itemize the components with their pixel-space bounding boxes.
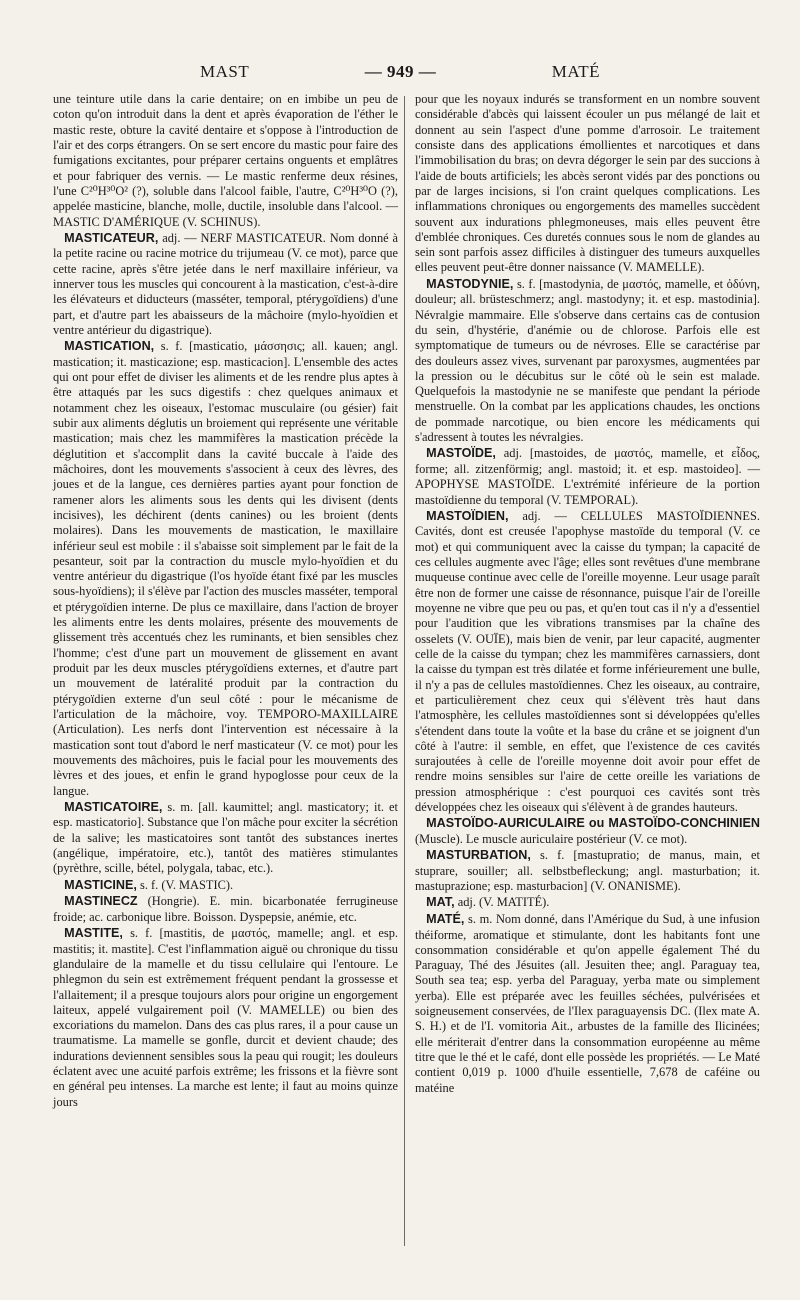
entry-text: s. m. [all. kaumittel; angl. masticatory; it. et esp. masticatorio]. Substance que l'on mâche pour exciter la sécrétion de la salive; les masticatoires sont tantôt des substances inertes (angélique, impératoire, etc.), tantôt des matières stimulantes (pyrèthre, scille, bétel, polygala, tabac, etc.). <box>53 799 398 876</box>
entry-headword: MASTICATOIRE, <box>64 799 163 814</box>
entry-paragraph <box>415 92 760 276</box>
running-head <box>200 62 600 82</box>
entry-text: s. f. [masticatio, μάσσησις; all. kauen; angl. mastication; it. masticazione; esp. masticacion]. L'ensemble des actes qui ont pour effet de diviser les aliments et de les rendre plus aptes à être attaqués par les sucs digestifs : chez quelques animaux et notamment chez les oiseaux, l'estomac musculaire (ou gésier) fait subir aux aliments déglutis un broiement qui représente une véritable mastication; mais chez les mammifères la mastication précède la déglutition et s'accomplit dans la cavité buccale à l'aide des mâchoires, dont les mouvements s'associent à ceux des lèvres, des joues et de la langue, ces dernières parties ayant pour fonction de ramener alors les aliments sous les dents qui les divisent (dents incisives), les déchirent (dents canines) ou les broient (dents molaires). Dans les mouvements de mastication, le maxillaire inférieur seul est mobile : il s'abaisse soit simplement par le fait de la pesanteur, soit par la contraction du muscle mylo-hyoïdien et du ventre antérieur du digastrique (l'os hyoïde étant fixé par les muscles sous-hyoïdiens); il s'élève par l'action des muscles masséter, temporal et ptérygoïdien interne. De plus ce maxillaire, dans l'action de broyer les aliments entre les dents molaires, présente des mouvements de glissement très accentués chez les ruminants, et bien sensibles chez l'homme; c'est d'une part un mouvement de glissement en avant produit par les deux muscles ptérygoïdiens externes, et d'autre part un mouvement de latéralité produit par la contraction du ptérygoïdien externe d'un seul côté : pour le mécanisme de l'articulation de la mâchoire, voy. TEMPORO-MAXILLAIRE (Articulation). Les nerfs dont l'intervention est nécessaire à la mastication sont tout d'abord le nerf masticateur (V. ce mot) pour les mouvements des mâchoires, puis le facial pour les mouvements des lèvres et des joues, et enfin le grand hypoglosse pour ceux de la langue. <box>53 339 398 798</box>
entry-headword: MASTOÏDO-AURICULAIRE ou MASTOÏDO-CONCHINIEN <box>426 816 760 831</box>
left-column <box>53 92 398 1111</box>
entry-text: pour que les noyaux indurés se transforment en un nombre souvent considérable d'abcès qui laissent écouler un pus mélangé de lait et donnent au sein l'aspect d'une pomme d'arrosoir. Le traitement consiste dans des applications émollientes et narcotiques et dans l'immobilisation du bras; on devra dégorger le sein par des succions à l'aide de bouts artificiels; les abcès seront vidés par des ponctions ou par de larges incisions, si l'on craint quelques complications. Les inflammations chroniques ou engorgements des mamelles succèdent souvent aux indurations phlegmoneuses, mais elles peuvent être d'emblée chroniques. Ces duretés connues sous le nom de glandes au sein sont parfois assez difficiles à distinguer des tumeurs auxquelles elles peuvent peut-être donner naissance (V. MAMELLE). <box>415 92 760 275</box>
entry-text: (Hongrie). E. min. bicarbonatée ferrugineuse froide; ac. carbonique libre. Boisson. Dyspepsie, anémie, etc. <box>53 894 398 924</box>
running-head-left: MAST <box>200 62 250 81</box>
page-number: — 949 — <box>364 62 437 81</box>
column-divider <box>404 96 405 1246</box>
entry-paragraph <box>415 816 760 847</box>
entry-headword: MASTICINE, <box>64 877 137 892</box>
entry-headword: MASTODYNIE, <box>426 276 514 291</box>
entry-paragraph <box>53 878 398 894</box>
entry-headword: MATÉ, <box>426 911 465 926</box>
entry-text: adj. [mastoides, de μαστός, mamelle, et εἶδος, forme; all. zitzenförmig; angl. mastoid; it. et esp. mastoideo]. — APOPHYSE MASTOÏDE. L'extrémité inférieure de la portion mastoïdienne du temporal (V. TEMPORAL). <box>415 446 760 507</box>
entry-paragraph <box>415 912 760 1096</box>
entry-text: s. f. (V. MASTIC). <box>136 877 234 892</box>
entry-paragraph <box>415 509 760 815</box>
entry-text: s. f. [mastodynia, de μαστός, mamelle, et ὀδύνη, douleur; all. brüsteschmerz; angl. mastodyny; it. et esp. mastodinia]. Névralgie mammaire. Elle s'observe dans certains cas de contusion du sein, d'hystérie, d'anémie ou de chlorose. Parfois elle est symptomatique de tumeurs ou de névroses. Elle se caractérise par des douleurs assez vives, survenant par paroxysmes, augmentées par la pression ou le décubitus sur le côté où le sein est malade. Quelquefois la mastodynie ne se manifeste que pendant la période menstruelle. On la combat par les applications chaudes, les onctions de pommade narcotique, ou bien encore les médicaments qui s'adressent à toutes les névralgies. <box>415 276 760 445</box>
entry-paragraph <box>53 800 398 877</box>
entry-text: adj. (V. MATITÉ). <box>454 895 550 910</box>
entry-paragraph <box>53 92 398 230</box>
entry-paragraph <box>415 277 760 446</box>
entry-text: s. m. Nom donné, dans l'Amérique du Sud, à une infusion théiforme, aromatique et stimulante, dont les habitants font une consommation considérable et qu'on appelle également Thé du Paraguay, Thé des Jésuites (all. Jesuiten thee; angl. Paraguay tea, South sea tea; esp. yerba del Paraguay, yerba mate ou simplement yerba). Elle est préparée avec les feuilles séchées, pulvérisées et soigneusement conservées, de l'Ilex paraguayensis DC. (Ilex mate A. S. H.) et de l'I. vomitoria Ait., arbustes de la famille des Ilicinées; elle mériterait d'entrer dans la consommation européenne au même titre que le thé et le café, dont elle possède les propriétés. — Le Maté contient 0,019 p. 1000 d'huile essentielle, 7,678 de caféine ou matéine <box>415 911 760 1095</box>
entry-paragraph <box>53 339 398 799</box>
entry-text: une teinture utile dans la carie dentaire; on en imbibe un peu de coton qu'on introduit dans la dent et après évaporation de l'éther le mastic reste, obture la cavité dentaire et s'oppose à l'introduction de l'air et des corps étrangers. On se sert encore du mastic pour faire des fumigations excitantes, pour préparer certains onguents et emplâtres et pour fabriquer des vernis. — Le mastic renferme deux résines, l'une C²⁰H³⁰O² (?), soluble dans l'alcool faible, l'autre, C²⁰H³⁰O (?), appelée masticine, blanche, molle, ductile, insoluble dans l'alcool. — MASTIC D'AMÉRIQUE (V. SCHINUS). <box>53 92 398 229</box>
entry-paragraph <box>415 446 760 507</box>
entry-headword: MASTINECZ <box>64 894 138 909</box>
entry-headword: MASTURBATION, <box>426 848 531 863</box>
entry-text: s. f. [mastupratio; de manus, main, et stuprare, souiller; all. selbstbefleckung; angl. masturbation; it. mastuprazione; esp. masturbacion] (V. ONANISME). <box>415 848 760 894</box>
entry-paragraph <box>53 231 398 338</box>
entry-text: s. f. [mastitis, de μαστός, mamelle; angl. et esp. mastitis; it. mastite]. C'est l'inflammation aiguë ou chronique du tissu glandulaire de la mamelle et du tissu cellulaire qui l'entoure. Le phlegmon du sein est extrêmement fréquent pendant la grossesse et l'allaitement; il a presque toujours alors pour origine un engorgement laiteux, appelé vulgairement poil (V. MAMELLE) ou bien des excoriations du mamelon. Dans des cas plus rares, il a pour cause un traumatisme. La mamelle se gonfle, durcit et devient chaude; des indurations deviennent sensibles sous la peau qui rougit; les douleurs éclatent avec une acuité parfois extrême; les frissons et la fièvre sont en général peu intenses. La marche est lente; il faut au moins quinze jours <box>53 926 398 1109</box>
entry-paragraph <box>415 848 760 894</box>
entry-headword: MAT, <box>426 895 455 910</box>
right-column <box>415 92 760 1097</box>
entry-headword: MASTICATEUR, <box>64 230 159 245</box>
running-head-right: MATÉ <box>551 62 600 81</box>
entry-headword: MASTITE, <box>64 926 123 941</box>
entry-text: (Muscle). Le muscle auriculaire postérieur (V. ce mot). <box>415 831 688 846</box>
entry-headword: MASTOÏDE, <box>426 446 496 461</box>
entry-paragraph <box>53 926 398 1110</box>
entry-text: adj. — CELLULES MASTOÏDIENNES. Cavités, dont est creusée l'apophyse mastoïde du temporal (V. ce mot) et qui communiquent avec la caisse du tympan; la capacité de ces cellules augmente avec l'âge; elles sont revêtues d'une membrane muqueuse continue avec celle de l'oreille moyenne. Leur usage paraît être non de former une caisse de résonnance, puisque l'air de l'oreille moyenne ne vibre que peu ou pas, et qu'en tout cas il n'y a d'essentiel pour l'audition que les vibrations transmises par la chaîne des osselets (V. OUÏE), mais bien de venir, par leur capacité, augmenter celle de la caisse du tympan; chez les mammifères carnassiers, dont la caisse du tympan est très dilatée et forme inférieurement une bulle, il n'y a pas de cellules mastoïdiennes. Chez les oiseaux, au contraire, et particulièrement chez ceux qui s'élèvent très haut dans l'atmosphère, les cellules mastoïdiennes sont si développées qu'elles s'étendent dans toute la voûte et la base du crâne et se joignent d'un côté à l'autre: il semble, en effet, que l'existence de ces cavités surajoutées à celle de l'oreille moyenne doit avoir pour effet de rendre moins sensibles sur l'aire de cette oreille les variations de pression atmosphérique : c'est pourquoi ces cavités sont très développées chez les oiseaux qui s'élèvent à de grandes hauteurs. <box>415 508 760 815</box>
entry-paragraph <box>53 894 398 925</box>
entry-headword: MASTICATION, <box>64 339 155 354</box>
entry-paragraph <box>415 895 760 911</box>
entry-text: adj. — NERF MASTICATEUR. Nom donné à la petite racine ou racine motrice du trijumeau (V. ce mot), parce que cette racine, après s'être jetée dans le nerf maxillaire inférieur, va innerver tous les muscles qui concourent à la mastication, c'est-à-dire les élévateurs et diducteurs (masséter, temporal, ptérygoïdiens) d'une part, et d'autre part les abaisseurs de la mâchoire (mylo-hyoïdien et ventre antérieur du digastrique). <box>53 230 398 337</box>
entry-headword: MASTOÏDIEN, <box>426 508 509 523</box>
